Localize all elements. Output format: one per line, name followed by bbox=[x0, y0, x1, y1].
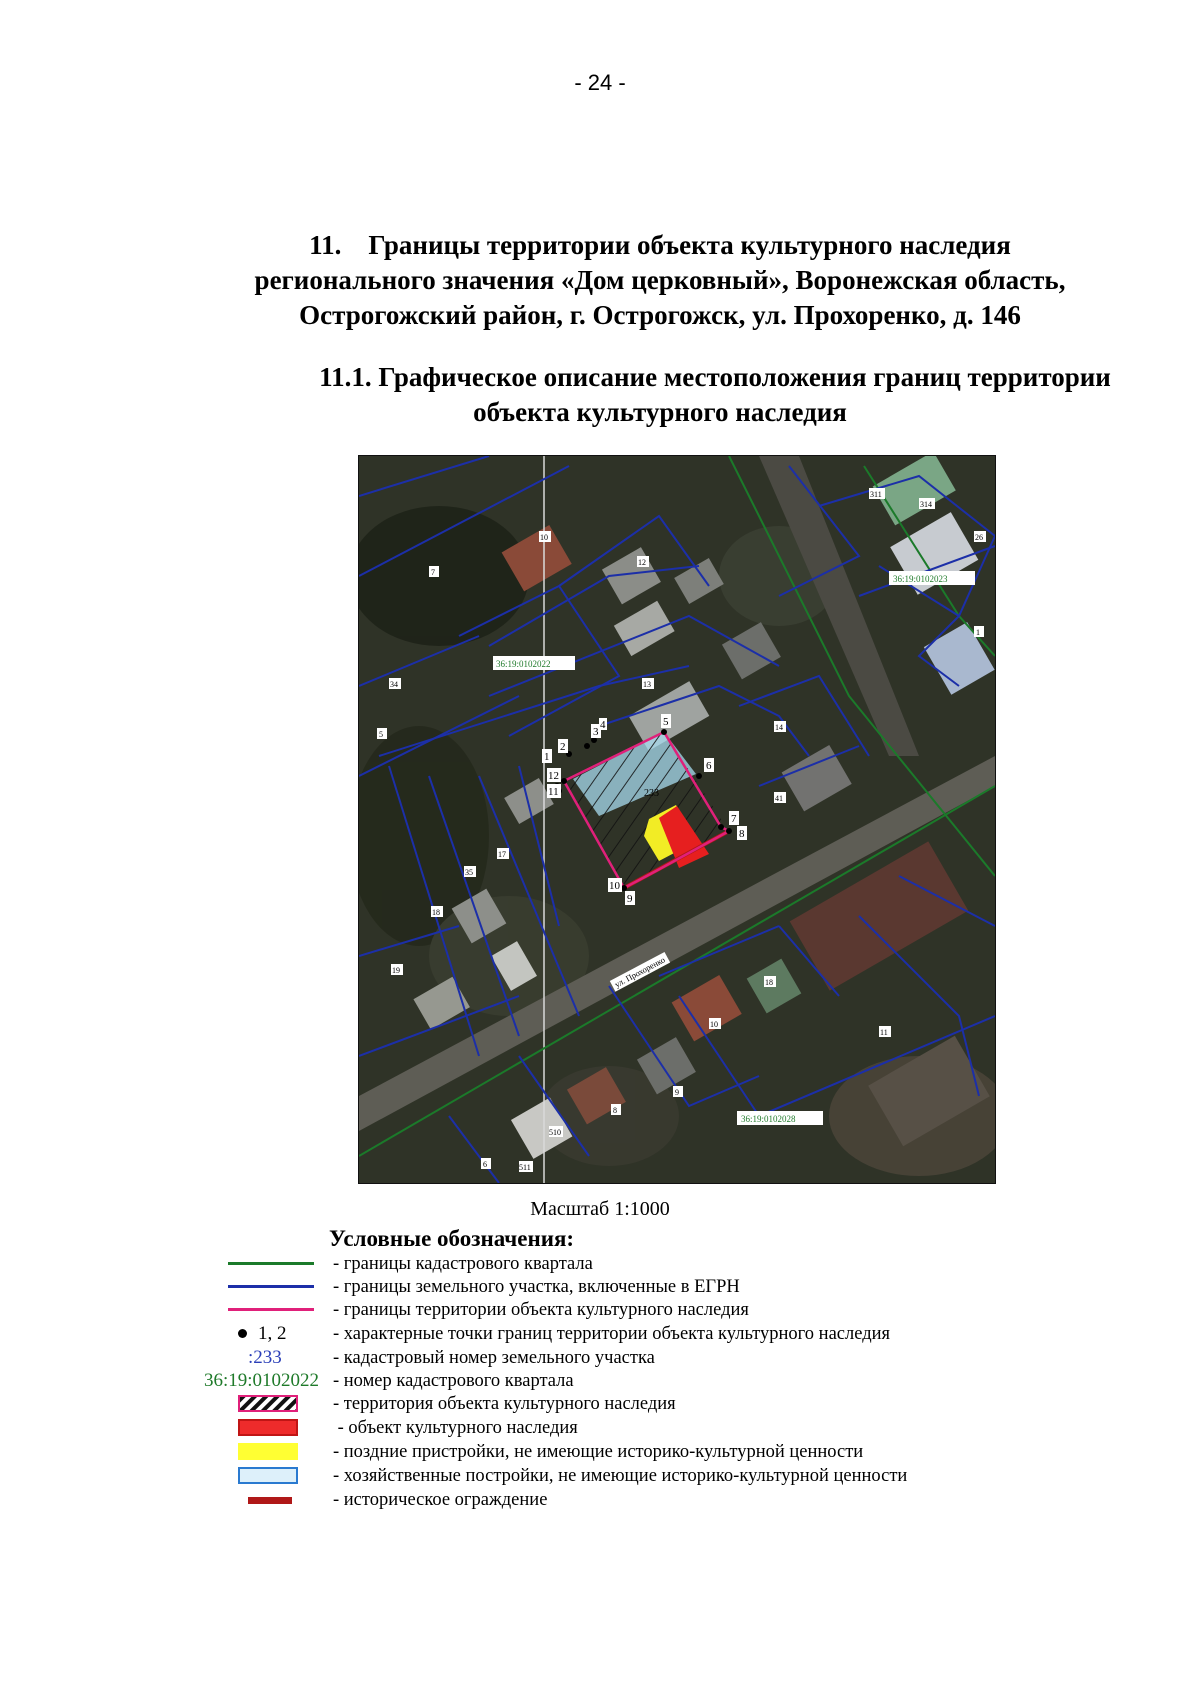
quarter-border-swatch bbox=[228, 1262, 314, 1265]
svg-text:41: 41 bbox=[775, 794, 783, 803]
parcel-border-swatch bbox=[228, 1285, 314, 1288]
heading-line-3: Острогожский район, г. Острогожск, ул. Прохоренко, д. 146 bbox=[299, 300, 1021, 330]
svg-text:511: 511 bbox=[519, 1163, 531, 1172]
svg-text:17: 17 bbox=[498, 850, 506, 859]
legend-text: - поздние пристройки, не имеющие историко-культурной ценности bbox=[333, 1442, 864, 1462]
legend-text: - историческое ограждение bbox=[333, 1490, 548, 1510]
quarter-number-symbol: 36:19:0102022 bbox=[204, 1370, 320, 1391]
svg-text:13: 13 bbox=[643, 680, 651, 689]
svg-text:5: 5 bbox=[663, 716, 669, 728]
svg-text:34: 34 bbox=[390, 680, 398, 689]
svg-text:26: 26 bbox=[975, 533, 983, 542]
svg-text:18: 18 bbox=[432, 908, 440, 917]
legend-text: - хозяйственные постройки, не имеющие историко-культурной ценности bbox=[333, 1466, 908, 1486]
svg-text:2: 2 bbox=[560, 741, 566, 753]
document-heading bbox=[200, 228, 1120, 333]
legend-row-heritage-territory bbox=[180, 1392, 1180, 1416]
point-dot-icon bbox=[238, 1329, 247, 1338]
cadastral-map bbox=[358, 455, 996, 1184]
svg-text:7: 7 bbox=[731, 813, 737, 825]
svg-text:36:19:0102022: 36:19:0102022 bbox=[496, 659, 551, 669]
svg-text:6: 6 bbox=[706, 760, 712, 772]
points-symbol: 1, 2 bbox=[258, 1323, 287, 1344]
legend-text: - объект культурного наследия bbox=[333, 1418, 578, 1438]
svg-text:5: 5 bbox=[379, 730, 383, 739]
svg-text:314: 314 bbox=[920, 500, 932, 509]
legend-text: - характерные точки границ территории объекта культурного наследия bbox=[333, 1324, 891, 1344]
section-heading bbox=[200, 360, 1120, 430]
subheading-line-1: 11.1. Графическое описание местоположения границ территории bbox=[319, 362, 1111, 392]
svg-text:7: 7 bbox=[431, 568, 435, 577]
legend-row-points bbox=[180, 1322, 1180, 1346]
outbuildings-swatch bbox=[238, 1467, 298, 1484]
legend-row-quarter-number bbox=[180, 1369, 1180, 1393]
page-number: - 24 - bbox=[574, 70, 626, 95]
legend-row-cadastral-number bbox=[180, 1346, 1180, 1370]
svg-text:19: 19 bbox=[392, 966, 400, 975]
svg-text:6: 6 bbox=[483, 1160, 487, 1169]
svg-text:3: 3 bbox=[593, 726, 599, 738]
legend-text: - границы кадастрового квартала bbox=[333, 1254, 593, 1274]
svg-text:18: 18 bbox=[765, 978, 773, 987]
svg-text:14: 14 bbox=[775, 723, 783, 732]
legend-text: - номер кадастрового квартала bbox=[333, 1371, 574, 1391]
cadastral-number-symbol: :233 bbox=[248, 1347, 282, 1368]
legend-row-outbuildings bbox=[180, 1464, 1180, 1488]
late-additions-swatch bbox=[238, 1443, 298, 1460]
svg-text:1: 1 bbox=[976, 628, 980, 637]
svg-text:9: 9 bbox=[627, 893, 633, 905]
hatch-swatch bbox=[238, 1395, 298, 1412]
heading-line-2: регионального значения «Дом церковный», Воронежская область, bbox=[254, 265, 1066, 295]
svg-text:35: 35 bbox=[465, 868, 473, 877]
map-scale: Масштаб 1:1000 bbox=[530, 1198, 670, 1220]
legend-row-parcel-border bbox=[180, 1275, 1180, 1299]
svg-text:10: 10 bbox=[540, 533, 548, 542]
svg-text:12: 12 bbox=[548, 770, 559, 782]
svg-text:9: 9 bbox=[675, 1088, 679, 1097]
svg-text:10: 10 bbox=[710, 1020, 718, 1029]
svg-text:36:19:0102023: 36:19:0102023 bbox=[893, 574, 948, 584]
svg-text:1: 1 bbox=[544, 751, 550, 763]
legend-title: Условные обозначения: bbox=[329, 1226, 575, 1251]
fence-swatch bbox=[248, 1497, 292, 1504]
svg-text:12: 12 bbox=[638, 558, 646, 567]
map-svg bbox=[359, 456, 995, 1183]
legend-row-heritage-border bbox=[180, 1298, 1180, 1322]
svg-text:233: 233 bbox=[644, 788, 659, 799]
legend-row-quarter-border bbox=[180, 1252, 1180, 1276]
svg-text:36:19:0102028: 36:19:0102028 bbox=[741, 1114, 796, 1124]
legend-text: - кадастровый номер земельного участка bbox=[333, 1348, 655, 1368]
legend-row-fence bbox=[180, 1488, 1180, 1512]
svg-text:8: 8 bbox=[613, 1106, 617, 1115]
legend-text: - границы земельного участка, включенные в ЕГРН bbox=[333, 1277, 740, 1297]
svg-text:8: 8 bbox=[739, 828, 745, 840]
heading-line-1: 11. Границы территории объекта культурного наследия bbox=[309, 230, 1011, 260]
svg-text:11: 11 bbox=[548, 786, 559, 798]
svg-text:10: 10 bbox=[609, 880, 620, 892]
subheading-line-2: объекта культурного наследия bbox=[473, 397, 847, 427]
svg-text:311: 311 bbox=[870, 490, 882, 499]
svg-text:11: 11 bbox=[880, 1028, 888, 1037]
svg-text:510: 510 bbox=[549, 1128, 561, 1137]
heritage-object-swatch bbox=[238, 1419, 298, 1436]
legend-text: - территория объекта культурного наследия bbox=[333, 1394, 676, 1414]
heritage-border-swatch bbox=[228, 1308, 314, 1311]
svg-text:ул. Прохоренко: ул. Прохоренко bbox=[612, 954, 667, 990]
svg-text:4: 4 bbox=[600, 719, 606, 731]
legend-text: - границы территории объекта культурного наследия bbox=[333, 1300, 749, 1320]
legend-row-heritage-object bbox=[180, 1416, 1180, 1440]
legend-row-late-additions bbox=[180, 1440, 1180, 1464]
